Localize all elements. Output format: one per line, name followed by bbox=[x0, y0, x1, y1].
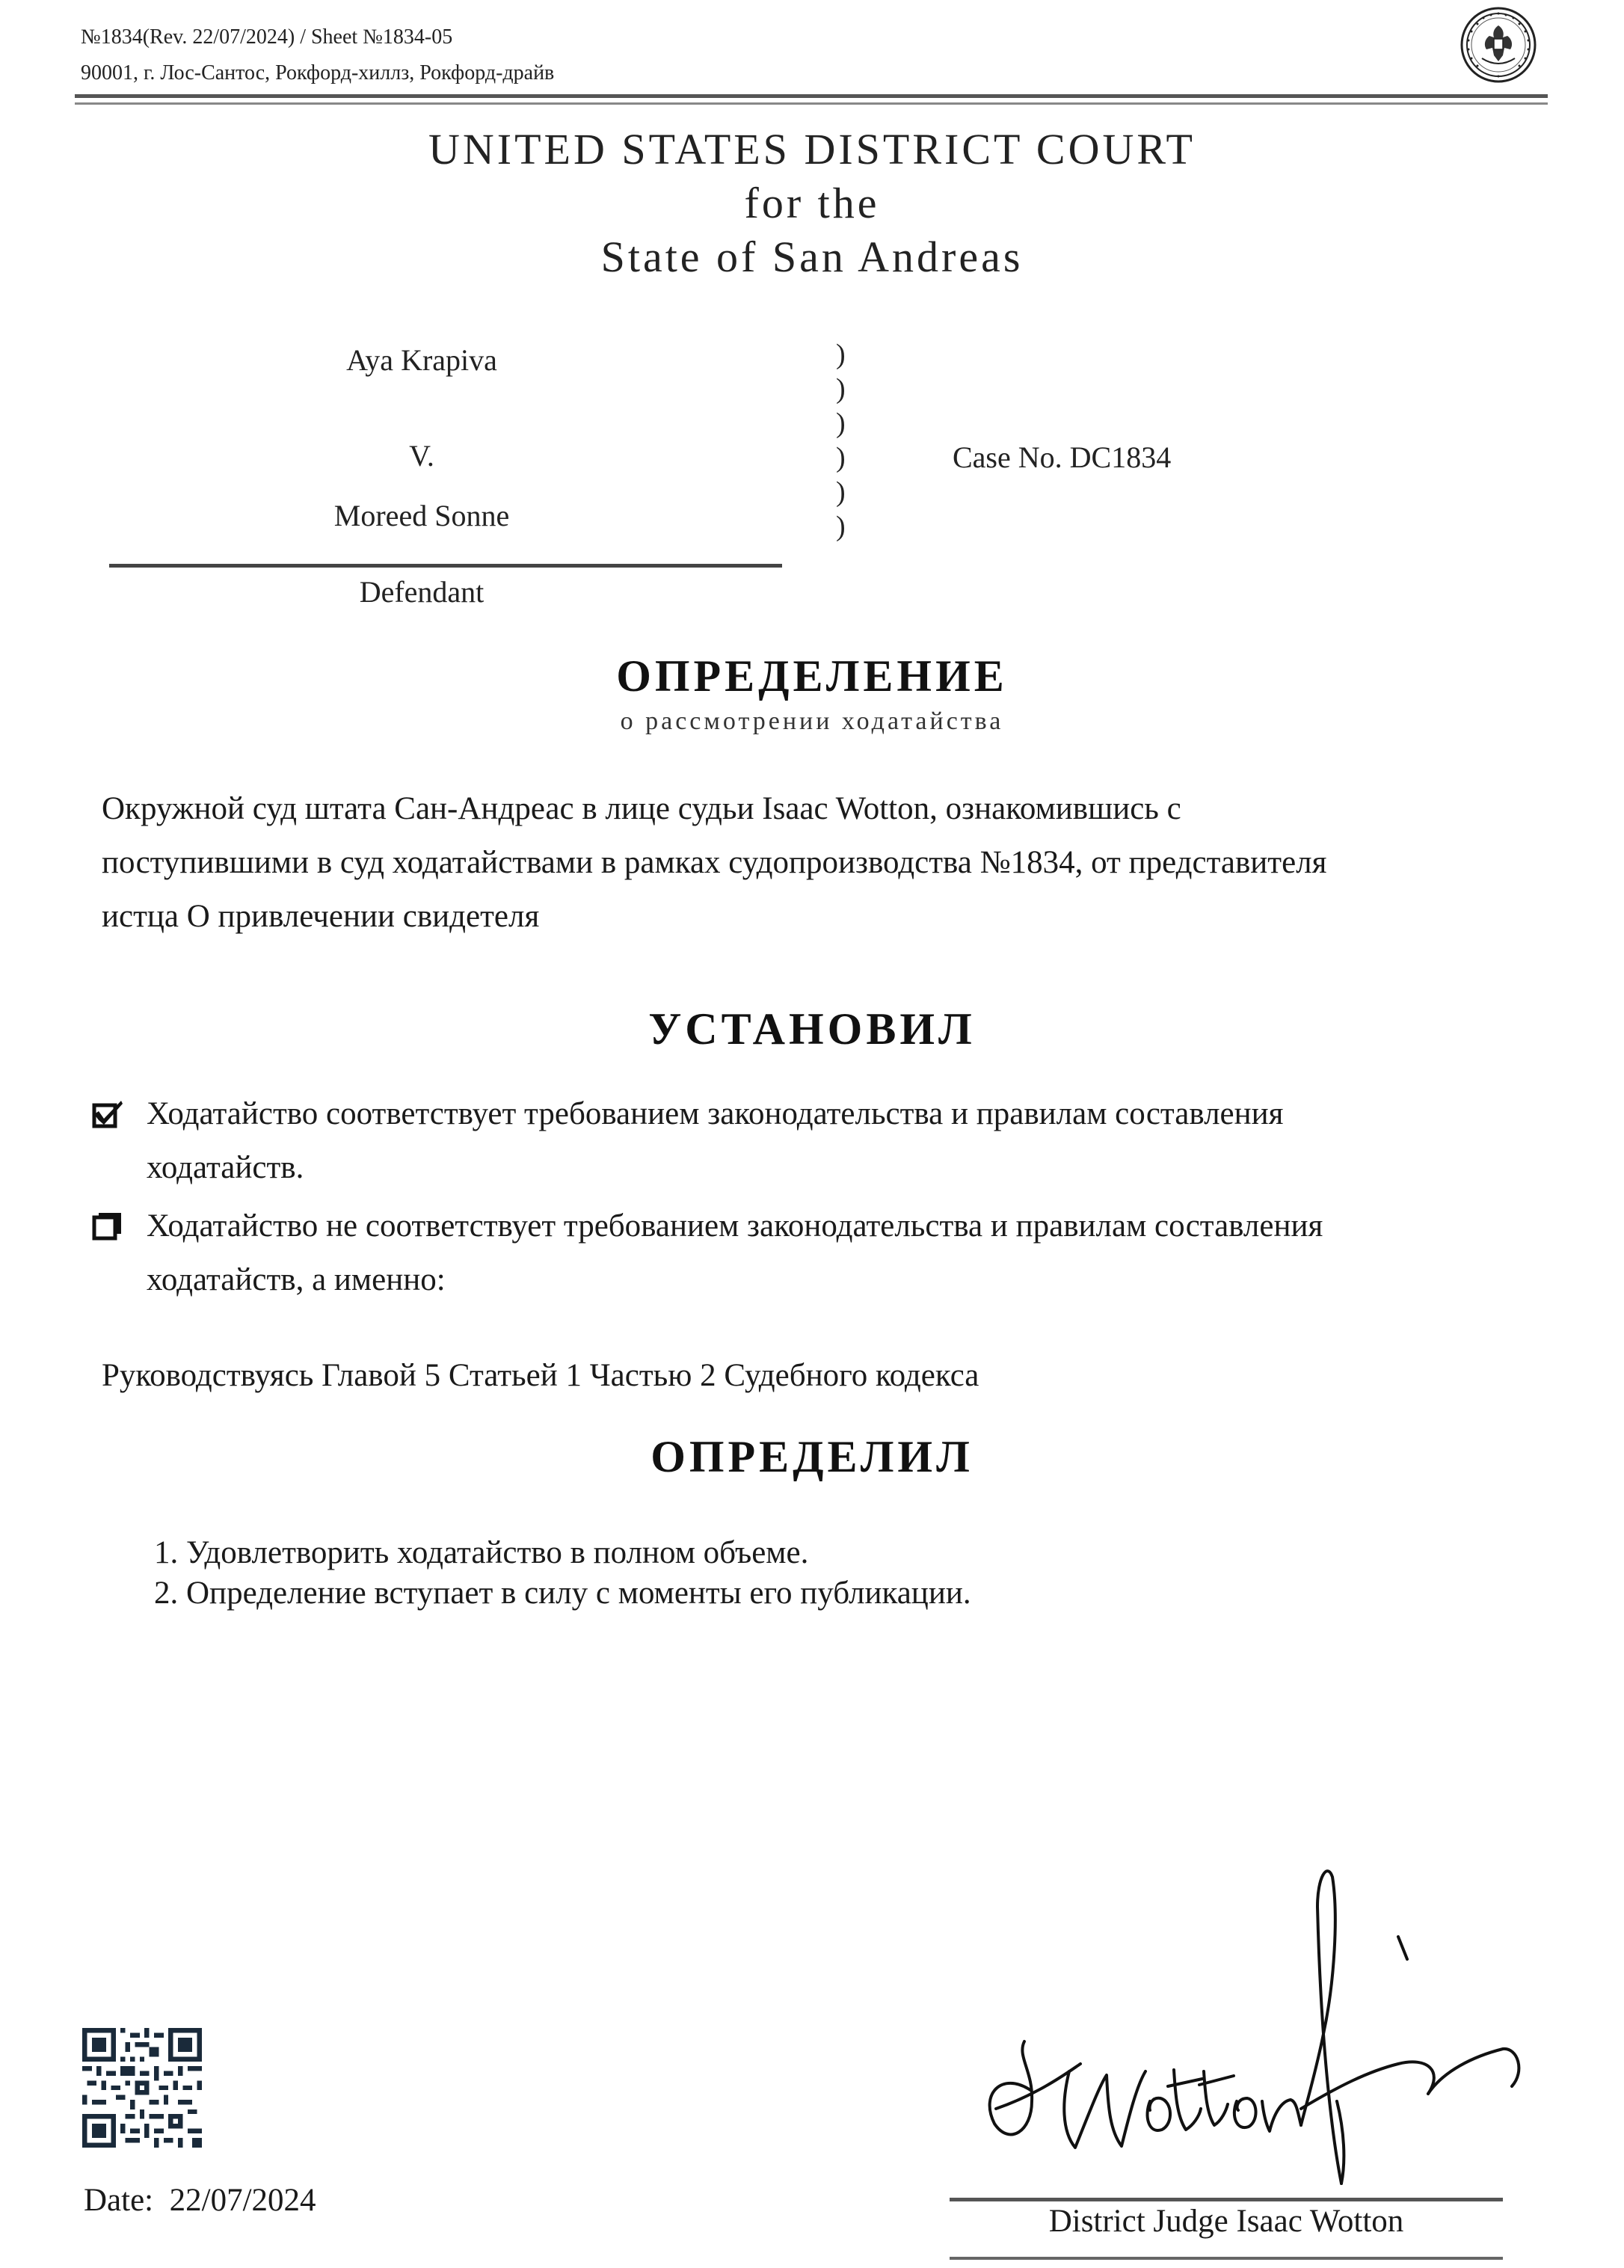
header-rule bbox=[75, 94, 1548, 98]
caption-paren: ) bbox=[836, 408, 846, 439]
ruling-item: 1. Удовлетворить ходатайство в полном объеме. bbox=[154, 1535, 809, 1570]
option-text-line: Ходатайство не соответствует требованием законодательства и правилам составления bbox=[147, 1208, 1323, 1244]
document-date bbox=[84, 2182, 316, 2219]
option-text-line: Ходатайство соответствует требованием законодательства и правилам составления bbox=[147, 1096, 1284, 1131]
court-seal-icon bbox=[1460, 6, 1537, 84]
header-rule-thin bbox=[75, 102, 1548, 105]
ruling-list bbox=[154, 1533, 971, 1614]
court-name: UNITED STATES DISTRICT COURT bbox=[428, 125, 1196, 173]
court-state: State of San Andreas bbox=[600, 233, 1024, 281]
caption-paren: ) bbox=[836, 373, 846, 405]
ruling-item: 2. Определение вступает в силу с моменты его публикации. bbox=[154, 1576, 971, 1611]
intro-line: поступившими в суд ходатайствами в рамках судопроизводства №1834, от представителя bbox=[102, 845, 1327, 880]
established-heading: УСТАНОВИЛ bbox=[648, 1004, 976, 1054]
judge-name: District Judge Isaac Wotton bbox=[1048, 2204, 1404, 2239]
caption-paren: ) bbox=[836, 442, 846, 473]
court-address: 90001, г. Лос-Сантос, Рокфорд-хиллз, Рокфорд-драйв bbox=[81, 61, 555, 84]
option-text-line: ходатайств. bbox=[147, 1150, 304, 1185]
option-text-line: ходатайств, а именно: bbox=[147, 1262, 446, 1297]
intro-paragraph bbox=[102, 782, 1552, 944]
judge-signature bbox=[950, 1847, 1533, 2198]
defendant-name: Moreed Sonne bbox=[333, 499, 510, 532]
date-value: 22/07/2024 bbox=[169, 2183, 316, 2218]
qr-code-icon[interactable] bbox=[82, 2028, 202, 2148]
date-label: Date: bbox=[84, 2183, 154, 2218]
caption-paren: ) bbox=[836, 339, 846, 370]
document-title: ОПРЕДЕЛЕНИЕ bbox=[616, 651, 1008, 701]
caption-paren: ) bbox=[836, 511, 846, 542]
ruled-heading: ОПРЕДЕЛИЛ bbox=[650, 1432, 974, 1481]
intro-line: истца О привлечении свидетеля bbox=[102, 899, 540, 934]
checked-checkbox-icon[interactable] bbox=[91, 1098, 124, 1131]
legal-basis: Руководствуясь Главой 5 Статьей 1 Частью 2 Судебного кодекса bbox=[102, 1358, 979, 1393]
case-number: Case No. DC1834 bbox=[953, 440, 1172, 474]
form-number: №1834(Rev. 22/07/2024) / Sheet №1834-05 bbox=[81, 25, 453, 49]
defendant-label: Defendant bbox=[359, 575, 485, 609]
intro-line: Окружной суд штата Сан-Андреас в лице судьи Isaac Wotton, ознакомившись с bbox=[102, 791, 1181, 826]
unchecked-checkbox-icon[interactable] bbox=[91, 1210, 124, 1243]
caption-rule bbox=[109, 564, 782, 568]
signature-line bbox=[950, 2198, 1503, 2201]
signature-underline bbox=[950, 2257, 1503, 2260]
court-for: for the bbox=[744, 179, 880, 227]
plaintiff-name: Aya Krapiva bbox=[346, 343, 497, 377]
document-subtitle: о рассмотрении ходатайства bbox=[620, 707, 1004, 735]
versus-label: V. bbox=[409, 439, 434, 473]
caption-paren: ) bbox=[836, 476, 846, 508]
